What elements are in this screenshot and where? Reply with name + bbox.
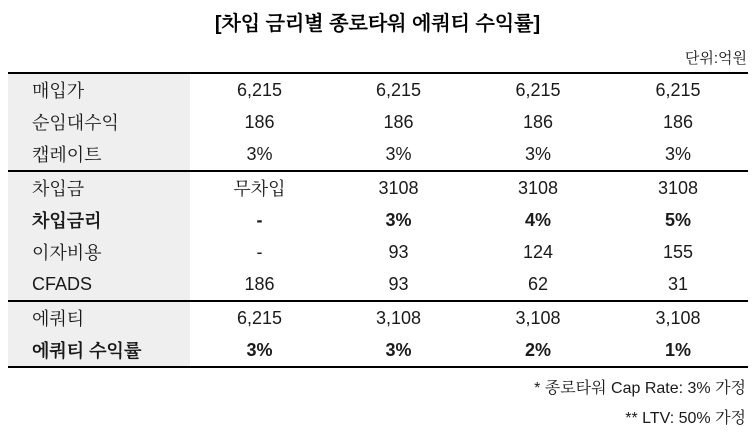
cell: 3% xyxy=(190,138,329,171)
cell: 1% xyxy=(664,339,691,360)
cell: 62 xyxy=(468,268,608,301)
cell: 3% xyxy=(385,209,412,230)
table-row-interest-expense xyxy=(8,236,748,268)
cell: - xyxy=(256,209,263,230)
cell: 186 xyxy=(522,111,554,132)
cell: - xyxy=(256,241,263,262)
footnotes xyxy=(0,374,746,434)
table-row-borrowing-rate xyxy=(8,204,748,236)
cell: 3108 xyxy=(378,177,419,198)
cell: 2% xyxy=(524,339,551,360)
page-title: [차입 금리별 종로타워 에쿼티 수익률] xyxy=(214,13,541,35)
cell: 6,215 xyxy=(236,79,283,100)
footnote-cap-rate-assumption: * 종로타워 Cap Rate: 3% 가정 xyxy=(534,380,746,397)
row-label: 에쿼티 xyxy=(8,301,190,334)
cell: 4% xyxy=(524,209,551,230)
table-row-borrowings xyxy=(8,171,748,204)
table-row-equity-return xyxy=(8,334,748,367)
cell: 6,215 xyxy=(655,79,701,100)
cell: 3% xyxy=(329,138,468,171)
data-table xyxy=(8,72,748,368)
cell: 6,215 xyxy=(515,79,561,100)
cell: 186 xyxy=(662,111,694,132)
cell: 무차입 xyxy=(233,179,286,199)
table-row-cfads xyxy=(8,268,748,301)
cell: 3% xyxy=(608,138,748,171)
cell: 93 xyxy=(329,268,468,301)
cell: 3,108 xyxy=(515,307,561,328)
row-label: CFADS xyxy=(8,268,190,301)
row-label: 매입가 xyxy=(8,73,190,106)
cell: 186 xyxy=(244,111,275,132)
cell: 6,215 xyxy=(375,79,422,100)
row-label: 차입금 xyxy=(8,171,190,204)
row-label: 차입금리 xyxy=(8,204,190,236)
cell: 3108 xyxy=(517,177,559,198)
cell: 31 xyxy=(608,268,748,301)
row-label: 순임대수익 xyxy=(8,106,190,138)
cell: 3% xyxy=(246,339,273,360)
cell: 5% xyxy=(664,209,691,230)
cell: 124 xyxy=(522,241,554,262)
table-row-cap-rate xyxy=(8,138,748,171)
row-label: 에쿼티 수익률 xyxy=(8,334,190,367)
row-label: 캡레이트 xyxy=(8,138,190,171)
cell: 93 xyxy=(388,241,409,262)
footnote-ltv-assumption: ** LTV: 50% 가정 xyxy=(625,410,746,427)
row-label: 이자비용 xyxy=(8,236,190,268)
table-row-net-rental-income xyxy=(8,106,748,138)
cell: 3108 xyxy=(657,177,699,198)
table-row-purchase-price xyxy=(8,73,748,106)
cell: 186 xyxy=(383,111,414,132)
cell: 3% xyxy=(468,138,608,171)
cell: 155 xyxy=(662,241,694,262)
table-row-equity xyxy=(8,301,748,334)
cell: 3,108 xyxy=(655,307,701,328)
cell: 6,215 xyxy=(236,307,283,328)
cell: 3,108 xyxy=(375,307,422,328)
unit-label: 단위:억원 xyxy=(684,50,747,67)
cell: 3% xyxy=(385,339,412,360)
cell: 186 xyxy=(190,268,329,301)
